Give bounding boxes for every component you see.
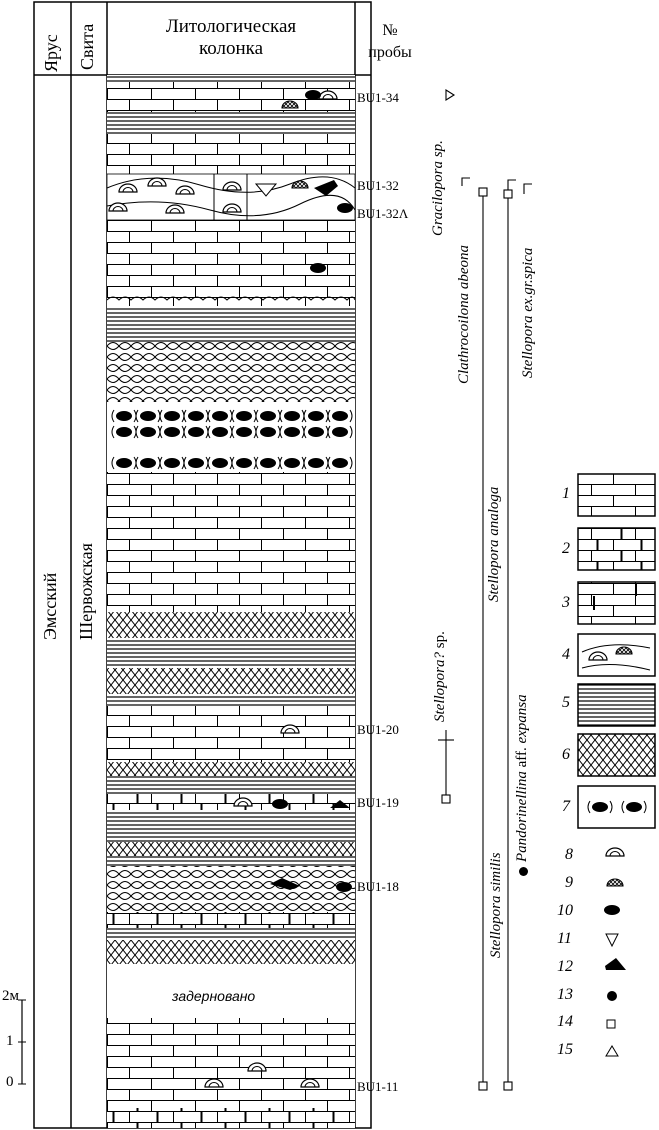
taxon-clathrocoilona: Clathrocoilona abeona	[456, 244, 472, 384]
lithologic-column	[107, 75, 355, 1128]
sample-label: BU1-11	[357, 1079, 399, 1094]
sample-label: BU1-18	[357, 879, 399, 894]
legend-number: 3	[562, 594, 570, 611]
scale-label-1: 1	[6, 1033, 14, 1049]
taxon-pandorinellina	[514, 694, 531, 862]
grass-note: задерновано	[172, 988, 256, 1004]
legend-number: 7	[562, 798, 570, 815]
taxon-stellopora-question-plain: sp.	[432, 631, 448, 652]
legend-number: 2	[562, 540, 570, 557]
legend-number: 11	[557, 930, 572, 947]
scale-label-0: 0	[6, 1074, 14, 1090]
sample-label: BU1-32Λ	[357, 206, 409, 221]
taxon-stellopora-spica: Stellopora ex.gr.spica	[520, 247, 536, 378]
taxon-gracilopora: Gracilopora sp.	[430, 140, 446, 236]
legend-number: 14	[557, 1013, 573, 1030]
sample-label: BU1-32	[357, 178, 399, 193]
legend	[578, 474, 655, 1056]
legend-number: 6	[562, 746, 570, 763]
legend-number: 5	[562, 694, 570, 711]
legend-number: 4	[562, 646, 570, 663]
taxon-stellopora-question-italic: Stellopora?	[432, 652, 448, 722]
taxon-stellopora-question	[432, 631, 449, 722]
sample-header-line1: №	[382, 22, 398, 39]
legend-number: 15	[557, 1041, 573, 1058]
stage-name: Эмсский	[40, 572, 60, 640]
taxon-pandorinellina-species: expansa	[514, 694, 530, 744]
column-header-line1: Литологическая	[165, 16, 297, 37]
taxon-pandorinellina-aff: aff.	[514, 743, 530, 772]
sample-header-line2: пробы	[368, 44, 412, 61]
pandorinellina-marker	[519, 867, 528, 876]
sample-header	[355, 20, 425, 64]
range-lines	[438, 90, 532, 1090]
legend-number: 8	[565, 846, 573, 863]
column-header-line2: колонка	[198, 38, 264, 59]
sample-label: BU1-20	[357, 722, 399, 737]
taxon-stellopora-similis: Stellopora similis	[488, 852, 504, 958]
sample-label: BU1-19	[357, 795, 399, 810]
legend-number: 1	[562, 485, 570, 502]
formation-header: Свита	[77, 23, 97, 70]
taxon-pandorinellina-genus: Pandorinellina	[514, 771, 530, 862]
stage-header: Ярус	[41, 34, 61, 72]
sample-label: BU1-34	[357, 90, 399, 105]
scale-label-2m: 2м	[2, 988, 19, 1004]
legend-number: 12	[557, 958, 573, 975]
legend-number: 10	[557, 902, 573, 919]
legend-number: 9	[565, 874, 573, 891]
taxon-stellopora-analoga: Stellopora analoga	[486, 486, 502, 602]
formation-name: Шервожская	[76, 543, 96, 640]
legend-number: 13	[557, 986, 573, 1003]
column-header	[107, 16, 355, 60]
scale-bar	[18, 1000, 26, 1084]
